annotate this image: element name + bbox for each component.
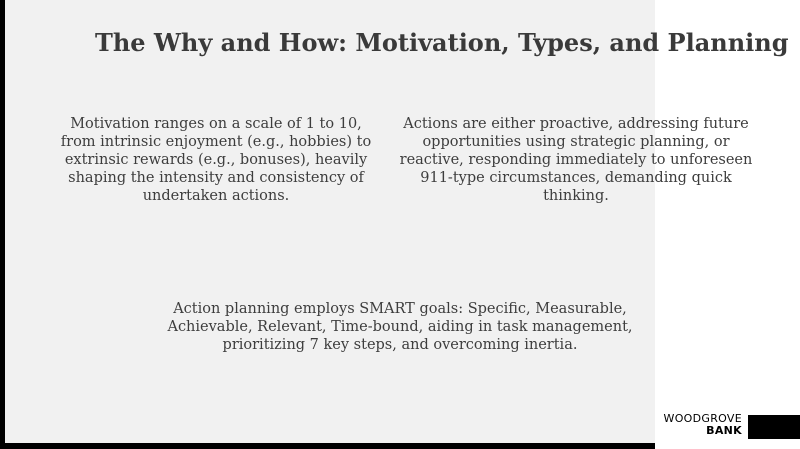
logo-text-line-1: WOODGROVE bbox=[663, 412, 742, 425]
logo-mark bbox=[748, 415, 800, 439]
slide-title[interactable]: The Why and How: Motivation, Types, and Planning bbox=[95, 28, 789, 57]
slide-canvas bbox=[5, 0, 655, 443]
logo-text-line-2: BANK bbox=[706, 424, 742, 437]
slide-right-panel bbox=[655, 0, 800, 411]
motivation-paragraph[interactable]: Motivation ranges on a scale of 1 to 10, from intrinsic enjoyment (e.g., hobbies) to extrinsic rewards (e.g., bonuses), heavily shaping the intensity and consistency of undertaken actions. bbox=[60, 116, 372, 204]
action-types-paragraph[interactable]: Actions are either proactive, addressing future opportunities using strategic planning, or reactive, responding immediately to unforeseen 911-type circumstances, demanding quick thinking. bbox=[399, 116, 753, 204]
action-planning-paragraph[interactable]: Action planning employs SMART goals: Specific, Measurable, Achievable, Relevant, Time-bound, aiding in task management, prioritizing 7 key steps, and overcoming inertia. bbox=[167, 301, 633, 353]
company-logo bbox=[658, 413, 742, 437]
